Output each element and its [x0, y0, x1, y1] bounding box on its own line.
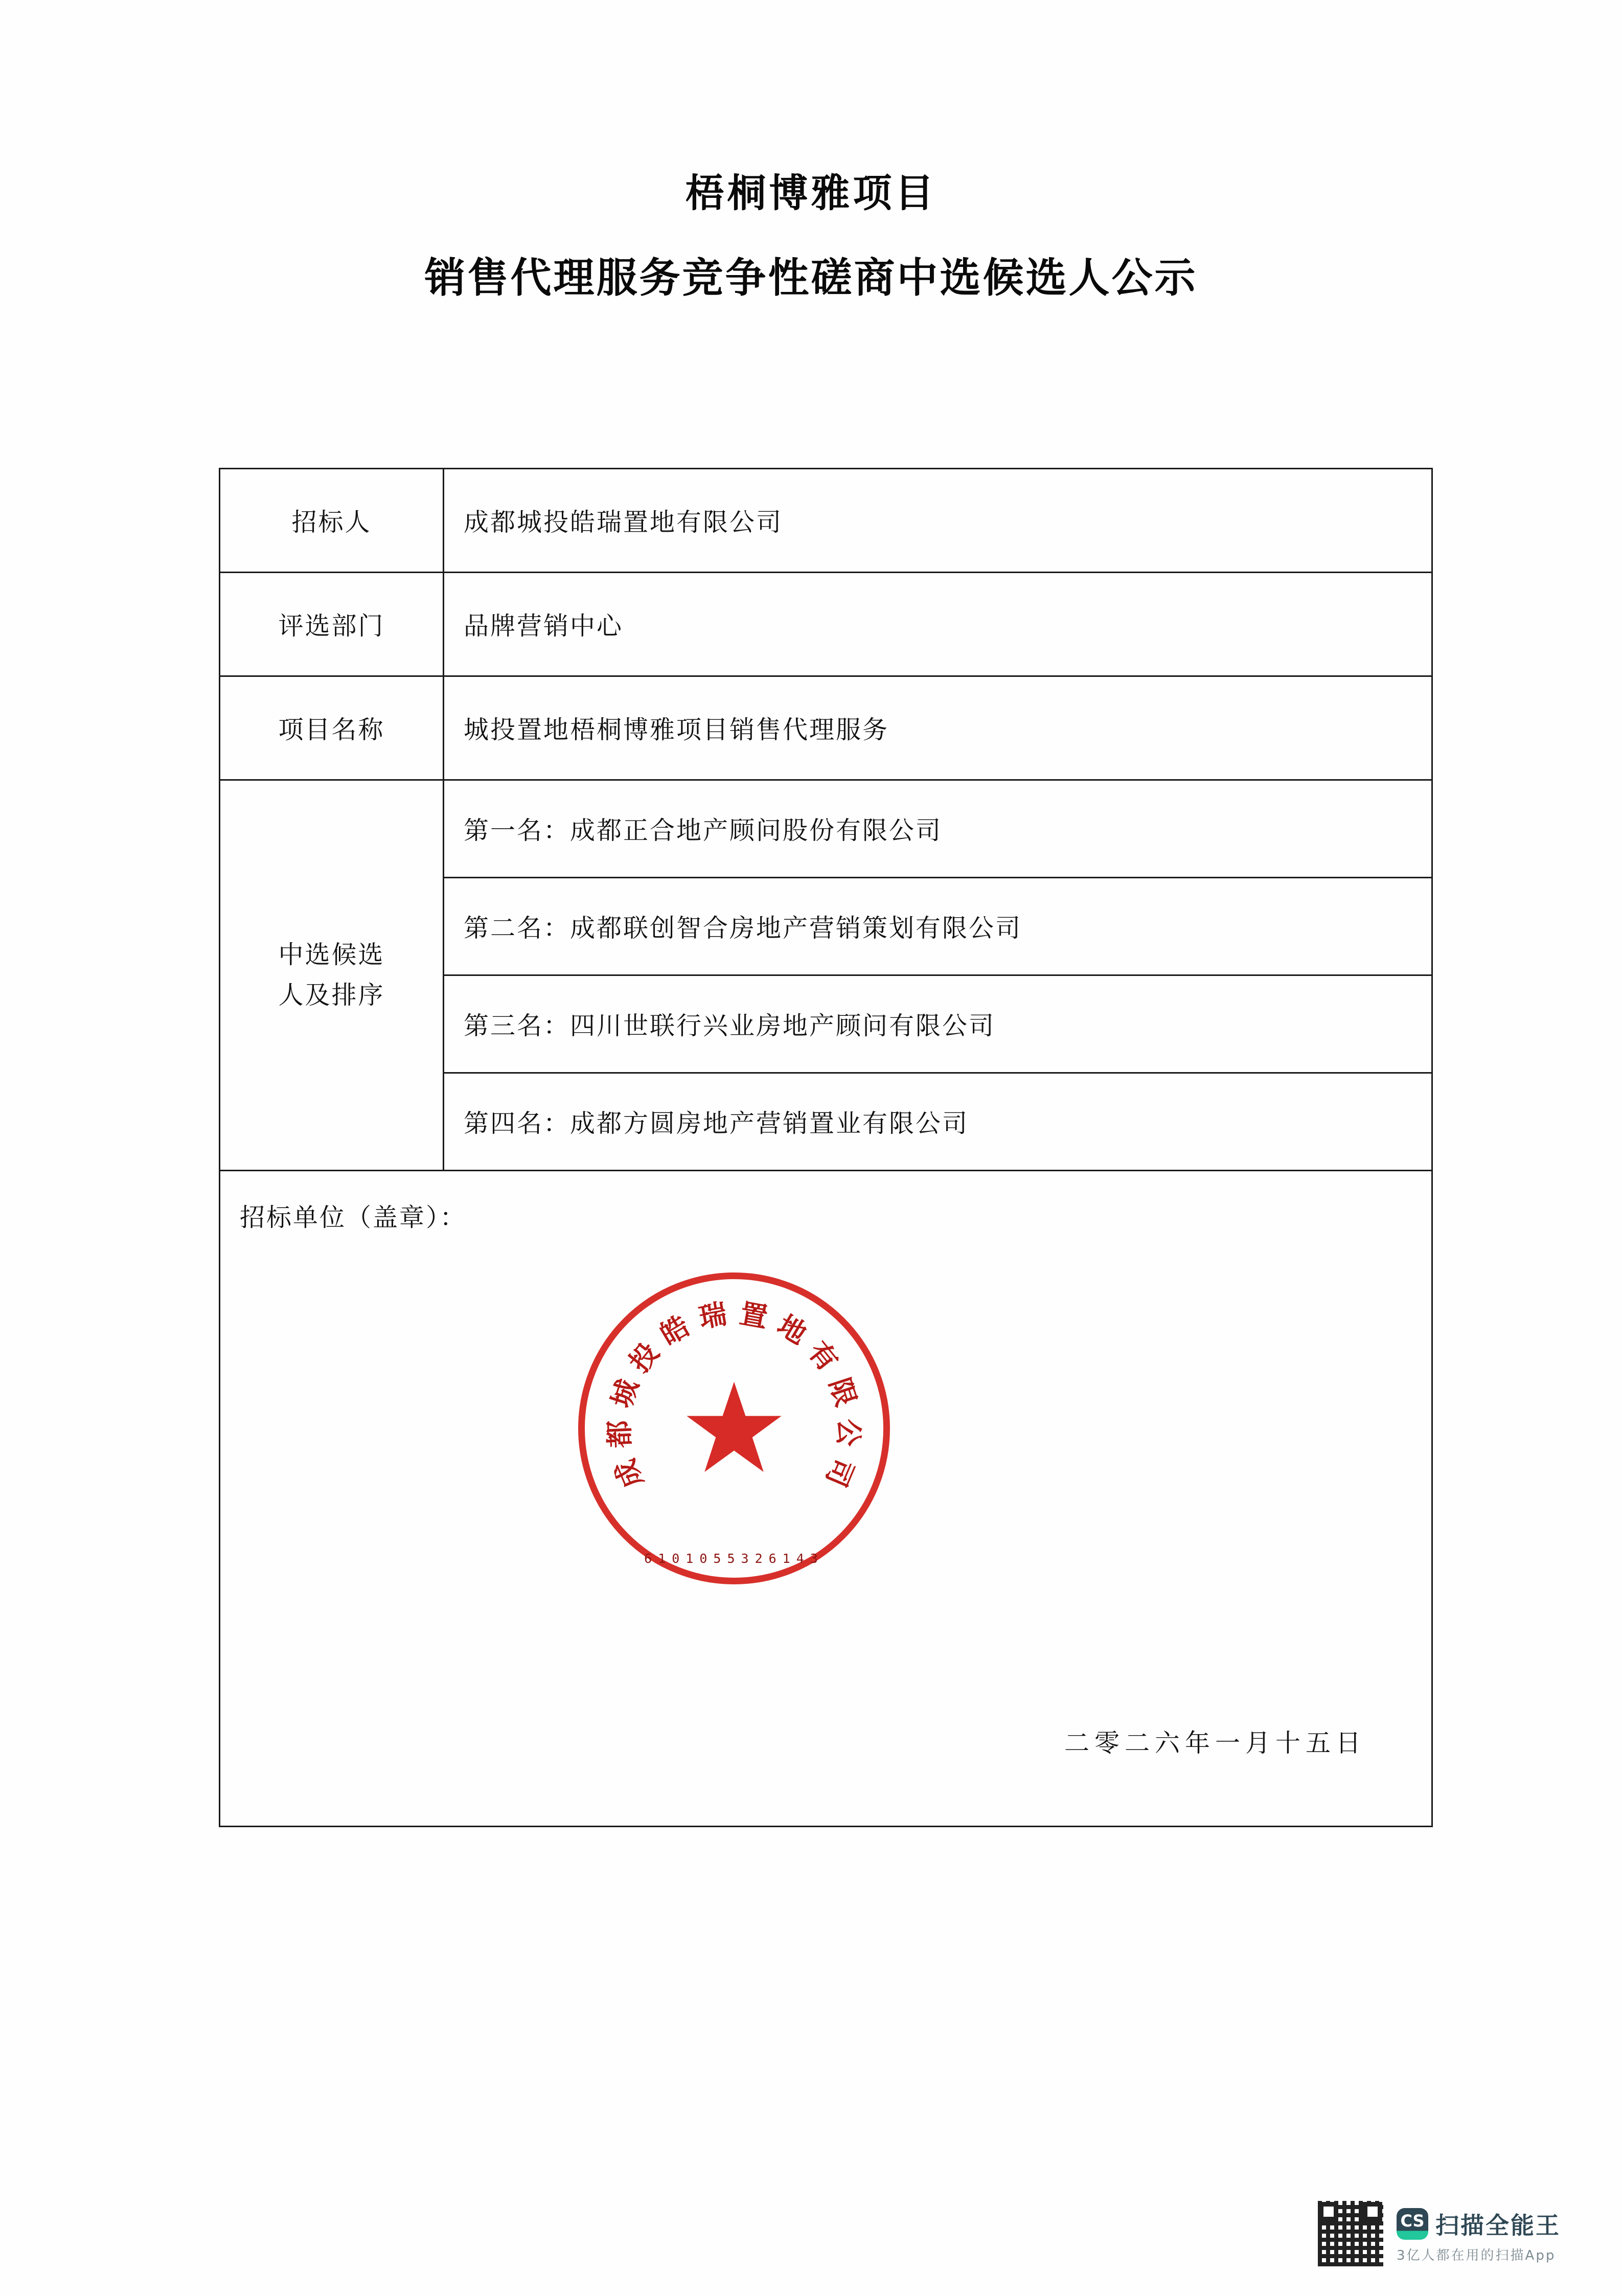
page-title: 梧桐博雅项目 [685, 170, 937, 216]
seal-char: 都 [603, 1418, 636, 1449]
table-row [220, 573, 1432, 676]
seal-char: 皓 [654, 1308, 696, 1352]
row-value-project: 城投置地梧桐博雅项目销售代理服务 [444, 676, 1432, 780]
seal-char: 投 [623, 1335, 667, 1379]
title-block [0, 169, 1622, 303]
company-seal-stamp [578, 1272, 890, 1584]
watermark-tagline: 3亿人都在用的扫描App [1397, 2248, 1556, 2263]
ranking-entry-4: 第四名：成都方圆房地产营销置业有限公司 [444, 1073, 1432, 1171]
seal-char: 地 [772, 1308, 814, 1352]
row-label-bidder: 招标人 [220, 469, 444, 573]
seal-char: 司 [819, 1453, 860, 1493]
page-subtitle: 销售代理服务竞争性磋商中选候选人公示 [424, 254, 1198, 302]
seal-char: 城 [605, 1374, 645, 1412]
seal-char: 成 [608, 1453, 649, 1493]
seal-char: 限 [823, 1374, 863, 1412]
row-value-department: 品牌营销中心 [444, 573, 1432, 676]
watermark-brand: 扫描全能王 [1435, 2212, 1561, 2239]
signature-date: 二零二六年一月十五日 [1064, 1729, 1366, 1758]
table-row [220, 469, 1432, 573]
row-label-department: 评选部门 [220, 573, 444, 676]
ranking-entry-1: 第一名：成都正合地产顾问股份有限公司 [444, 780, 1432, 878]
qr-code-icon [1318, 2201, 1383, 2266]
watermark-text-block [1397, 2201, 1561, 2264]
table-row [220, 780, 1432, 878]
ranking-label-line-2: 人及排序 [278, 980, 385, 1010]
announcement-table [219, 468, 1433, 1827]
camscanner-logo-icon: CS [1397, 2208, 1428, 2240]
seal-char: 瑞 [696, 1297, 731, 1334]
row-label-ranking [220, 780, 444, 1171]
table-row-signature [220, 1171, 1432, 1827]
seal-area [220, 1171, 1431, 1826]
seal-code: 6101055326143 [644, 1551, 824, 1566]
seal-label: 招标单位（盖章）： [240, 1203, 467, 1232]
seal-char: 公 [832, 1418, 865, 1449]
seal-char: 有 [802, 1335, 846, 1379]
ranking-entry-3: 第三名：四川世联行兴业房地产顾问有限公司 [444, 975, 1432, 1073]
row-label-project: 项目名称 [220, 676, 444, 780]
row-value-bidder: 成都城投皓瑞置地有限公司 [444, 469, 1432, 573]
ranking-entry-2: 第二名：成都联创智合房地产营销策划有限公司 [444, 878, 1432, 975]
ranking-label-line-1: 中选候选 [278, 940, 385, 970]
seal-char: 置 [737, 1297, 772, 1334]
table-row [220, 676, 1432, 780]
signature-cell [220, 1171, 1432, 1827]
watermark-brand-row [1397, 2207, 1561, 2241]
camscanner-watermark [1318, 2201, 1561, 2266]
